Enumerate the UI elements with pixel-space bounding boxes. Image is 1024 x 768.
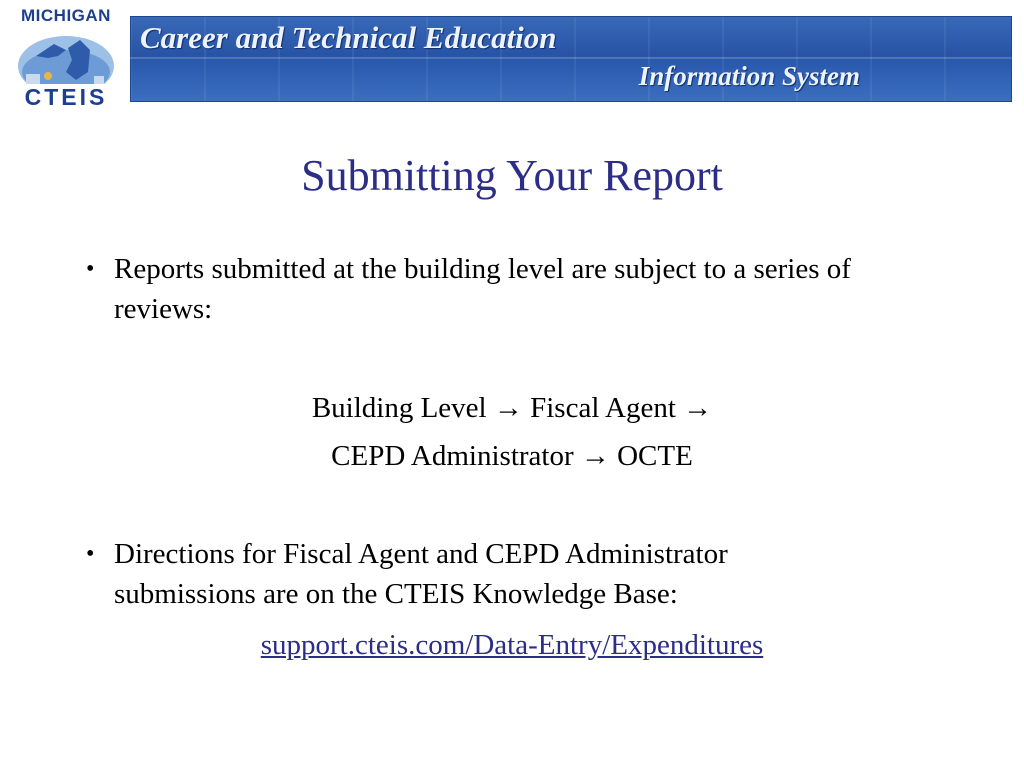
bullet-text: Directions for Fiscal Agent and CEPD Administrator submissions are on the CTEIS Knowledge Base: (114, 538, 728, 610)
logo-bottom-text: CTEIS (24, 84, 108, 110)
bullet-marker: • (86, 541, 95, 567)
slide-title: Submitting Your Report (301, 151, 723, 200)
header-banner (130, 16, 1012, 102)
cteis-logo (6, 6, 126, 110)
banner-subtitle: Information System (638, 61, 860, 91)
review-flow-line-1: Building Level → Fiscal Agent → (311, 392, 713, 424)
banner-divider (130, 57, 1012, 59)
bullet-marker: • (86, 256, 95, 282)
bullet-item (86, 249, 876, 333)
review-flow-line-2: CEPD Administrator → OCTE (331, 440, 693, 472)
banner-title: Career and Technical Education (140, 20, 557, 55)
bullet-text: Reports submitted at the building level are subject to a series of reviews: (114, 253, 851, 325)
knowledge-base-link-row (0, 625, 1024, 665)
michigan-map-icon (14, 26, 118, 88)
knowledge-base-link[interactable]: support.cteis.com/Data-Entry/Expenditures (260, 629, 764, 661)
logo-top-text: MICHIGAN (21, 6, 111, 25)
bullet-item (86, 534, 876, 618)
header (0, 0, 1024, 112)
